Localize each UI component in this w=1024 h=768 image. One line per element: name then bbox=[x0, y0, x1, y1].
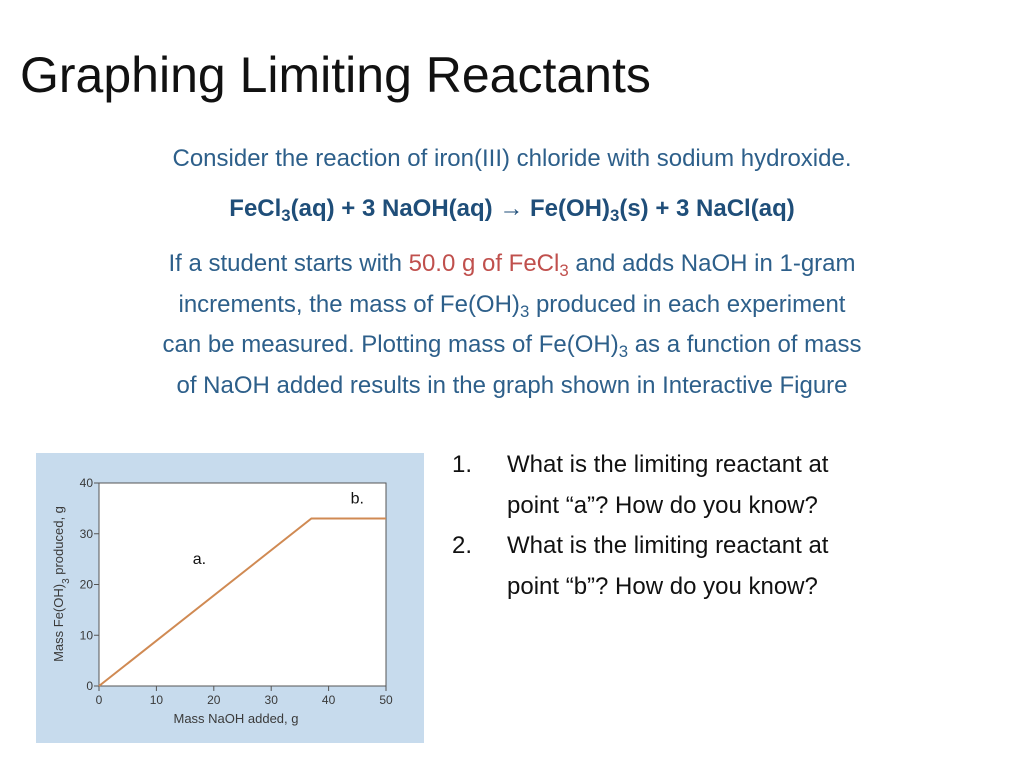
x-tick-label: 50 bbox=[379, 693, 393, 707]
chart-panel bbox=[36, 453, 424, 743]
equation-part: FeCl bbox=[229, 195, 282, 222]
chart-svg bbox=[36, 453, 424, 743]
x-tick-label: 40 bbox=[321, 693, 336, 707]
paragraph-text: as a function of mass bbox=[628, 331, 862, 358]
plot-area bbox=[99, 483, 386, 686]
paragraph-text: and adds NaOH in 1-gram bbox=[568, 250, 856, 277]
x-tick-label: 30 bbox=[264, 693, 278, 707]
paragraph-line bbox=[50, 325, 974, 366]
question-number: 1. bbox=[452, 451, 473, 478]
paragraph-subscript: 3 bbox=[519, 301, 530, 321]
question-text: What is the limiting reactant at bbox=[507, 451, 829, 478]
x-axis-label: Mass NaOH added, g bbox=[173, 711, 299, 726]
paragraph-line bbox=[50, 285, 974, 326]
point-annotation: b. bbox=[350, 490, 364, 508]
y-axis-label-part: Mass Fe(OH) bbox=[51, 583, 66, 662]
slide-title: Graphing Limiting Reactants bbox=[20, 47, 651, 103]
description-paragraph bbox=[50, 244, 974, 406]
y-axis-label bbox=[51, 506, 72, 662]
intro-text: Consider the reaction of iron(III) chloride with sodium hydroxide. bbox=[172, 145, 852, 172]
y-tick-label: 0 bbox=[86, 679, 93, 693]
paragraph-text: If a student starts with bbox=[168, 250, 409, 277]
x-tick-label: 10 bbox=[149, 693, 164, 707]
highlight-subscript: 3 bbox=[559, 261, 569, 281]
question-item bbox=[452, 445, 992, 526]
equation-subscript: 3 bbox=[610, 206, 620, 226]
question-number: 2. bbox=[452, 532, 473, 559]
y-tick-label: 30 bbox=[79, 526, 93, 541]
equation-part: (aq) + 3 NaOH(aq) → Fe(OH) bbox=[290, 195, 610, 222]
paragraph-line: of NaOH added results in the graph shown in Interactive Figure bbox=[176, 371, 848, 399]
highlighted-text: 50.0 g of FeCl bbox=[408, 250, 560, 277]
question-text: point “b”? How do you know? bbox=[507, 572, 818, 600]
paragraph-line bbox=[50, 244, 974, 285]
question-text: What is the limiting reactant at bbox=[507, 532, 829, 559]
question-item bbox=[452, 526, 992, 607]
y-axis-label-subscript: 3 bbox=[60, 578, 72, 584]
y-axis-label-part: produced, g bbox=[51, 506, 66, 579]
x-tick-label: 20 bbox=[207, 693, 221, 707]
y-tick-label: 20 bbox=[79, 577, 93, 592]
highlighted-amount bbox=[408, 250, 569, 281]
paragraph-text: increments, the mass of Fe(OH) bbox=[178, 290, 520, 318]
y-tick-label: 10 bbox=[79, 628, 93, 643]
paragraph-text: can be measured. Plotting mass of Fe(OH) bbox=[162, 331, 619, 358]
equation-part: (s) + 3 NaCl(aq) bbox=[619, 195, 795, 222]
equation-subscript: 3 bbox=[281, 206, 291, 226]
y-axis-label-text bbox=[51, 506, 72, 662]
paragraph-subscript: 3 bbox=[618, 342, 629, 362]
paragraph-text: produced in each experiment bbox=[529, 290, 846, 318]
reaction-equation bbox=[0, 195, 1024, 226]
y-tick-label: 40 bbox=[79, 476, 93, 490]
question-text: point “a”? How do you know? bbox=[507, 491, 818, 519]
x-tick-label: 0 bbox=[95, 693, 103, 707]
point-annotation: a. bbox=[192, 551, 207, 569]
question-list bbox=[452, 445, 992, 607]
